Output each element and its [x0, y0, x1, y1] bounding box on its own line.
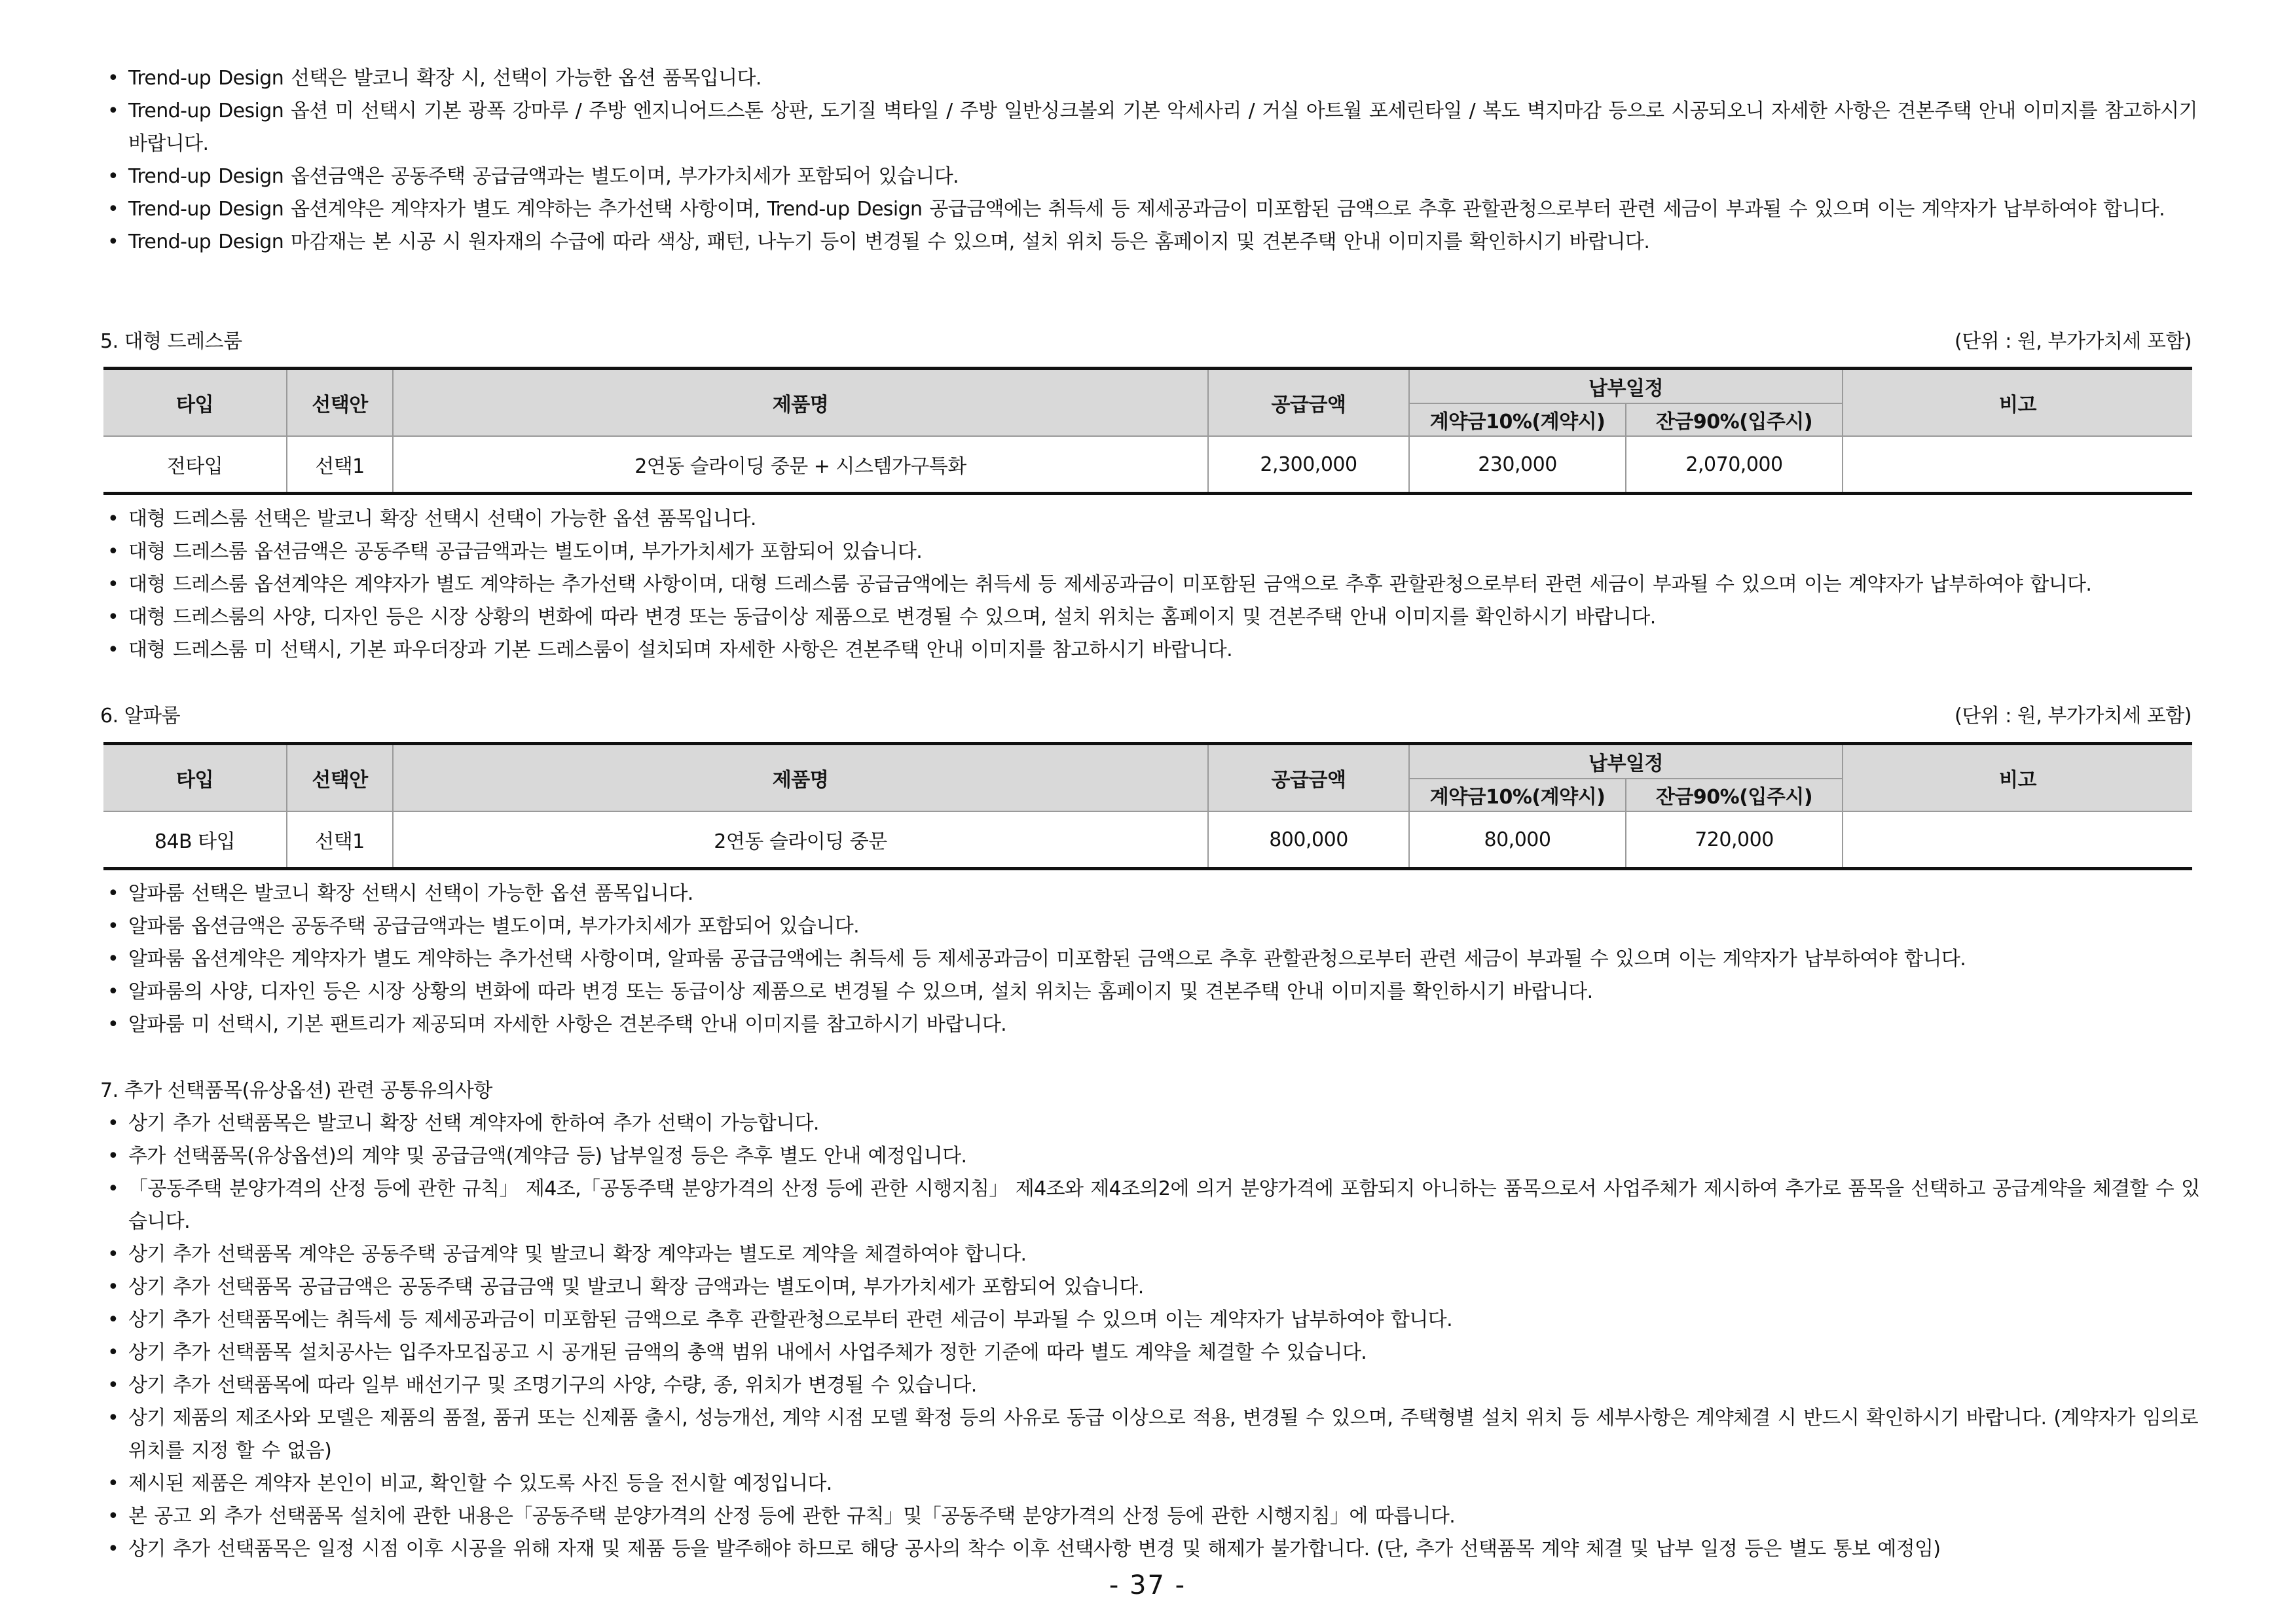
- header-type: 타입: [103, 369, 287, 437]
- section-title: 5. 대형 드레스룸: [100, 330, 242, 353]
- cell-type: 84B 타입: [103, 811, 287, 869]
- header-price: 공급금액: [1208, 369, 1409, 437]
- note-item: • 대형 드레스룸 선택은 발코니 확장 선택시 선택이 가능한 옵션 품목입니다.: [105, 503, 2207, 536]
- header-option: 선택안: [287, 744, 393, 812]
- note-item: • 알파룸 선택은 발코니 확장 선택시 선택이 가능한 옵션 품목입니다.: [105, 877, 2207, 910]
- cell-deposit: 80,000: [1409, 811, 1626, 869]
- note-item: • 알파룸 미 선택시, 기본 팬트리가 제공되며 자세한 사항은 견본주택 안내 이미지를 참고하시기 바랍니다.: [105, 1008, 2207, 1041]
- intro-notes: [105, 62, 2207, 259]
- header-balance: 잔금90%(입주시): [1626, 779, 1843, 811]
- note-item: • Trend-up Design 선택은 발코니 확장 시, 선택이 가능한 옵션 품목입니다.: [105, 62, 2207, 95]
- section6-notes: [105, 877, 2207, 1041]
- header-balance: 잔금90%(입주시): [1626, 403, 1843, 436]
- section-title: 6. 알파룸: [100, 705, 181, 728]
- header-schedule: 납부일정: [1409, 369, 1843, 404]
- note-item: • 「공동주택 분양가격의 산정 등에 관한 규칙」 제4조,「공동주택 분양가격의 산정 등에 관한 시행지침」 제4조와 제4조의2에 의거 분양가격에 포함되지 아니하는 품목으로서 사업주체가 제시하여 추가로 품목을 선택하고 공급계약을 체결할 수 있습니다.: [105, 1173, 2207, 1238]
- section7-notes: [105, 1107, 2207, 1566]
- header-product: 제품명: [393, 369, 1208, 437]
- note-item: • Trend-up Design 마감재는 본 시공 시 원자재의 수급에 따라 색상, 패턴, 나누기 등이 변경될 수 있으며, 설치 위치 등은 홈페이지 및 견본주택 안내 이미지를 확인하시기 바랍니다.: [105, 226, 2207, 259]
- header-price: 공급금액: [1208, 744, 1409, 812]
- note-item: • 상기 제품의 제조사와 모델은 제품의 품절, 품귀 또는 신제품 출시, 성능개선, 계약 시점 모델 확정 등의 사유로 동급 이상으로 적용, 변경될 수 있으며, 주택형별 설치 위치 등 세부사항은 계약체결 시 반드시 확인하시기 바랍니다. (계약자가 임의로 위치를 지정 할 수 없음): [105, 1402, 2207, 1467]
- note-item: • 알파룸 옵션계약은 계약자가 별도 계약하는 추가선택 사항이며, 알파룸 공급금액에는 취득세 등 제세공과금이 미포함된 금액으로 추후 관할관청으로부터 관련 세금이 부과될 수 있으며 이는 계약자가 납부하여야 합니다.: [105, 943, 2207, 976]
- unit-label: (단위 : 원, 부가가치세 포함): [1955, 705, 2192, 728]
- cell-product: 2연동 슬라이딩 중문 + 시스템가구특화: [393, 436, 1208, 494]
- cell-remark: [1843, 436, 2192, 494]
- option-table-alpharoom: [103, 742, 2192, 870]
- note-item: • 대형 드레스룸 옵션계약은 계약자가 별도 계약하는 추가선택 사항이며, 대형 드레스룸 공급금액에는 취득세 등 제세공과금이 미포함된 금액으로 추후 관할관청으로부터 관련 세금이 부과될 수 있으며 이는 계약자가 납부하여야 합니다.: [105, 568, 2207, 601]
- note-item: • 상기 추가 선택품목은 발코니 확장 선택 계약자에 한하여 추가 선택이 가능합니다.: [105, 1107, 2207, 1140]
- cell-price: 2,300,000: [1208, 436, 1409, 494]
- note-item: • Trend-up Design 옵션 미 선택시 기본 광폭 강마루 / 주방 엔지니어드스톤 상판, 도기질 벽타일 / 주방 일반싱크볼외 기본 악세사리 / 거실 아트월 포세린타일 / 복도 벽지마감 등으로 시공되오니 자세한 사항은 견본주택 안내 이미지를 참고하시기 바랍니다.: [105, 95, 2207, 160]
- note-item: • 알파룸 옵션금액은 공동주택 공급금액과는 별도이며, 부가가치세가 포함되어 있습니다.: [105, 910, 2207, 943]
- unit-label: (단위 : 원, 부가가치세 포함): [1955, 330, 2192, 353]
- option-table-dressroom: [103, 367, 2192, 495]
- note-item: • 알파룸의 사양, 디자인 등은 시장 상황의 변화에 따라 변경 또는 동급이상 제품으로 변경될 수 있으며, 설치 위치는 홈페이지 및 견본주택 안내 이미지를 확인하시기 바랍니다.: [105, 976, 2207, 1008]
- header-deposit: 계약금10%(계약시): [1409, 403, 1626, 436]
- note-item: • 본 공고 외 추가 선택품목 설치에 관한 내용은「공동주택 분양가격의 산정 등에 관한 규칙」및「공동주택 분양가격의 산정 등에 관한 시행지침」에 따릅니다.: [105, 1500, 2207, 1533]
- note-item: • 대형 드레스룸의 사양, 디자인 등은 시장 상황의 변화에 따라 변경 또는 동급이상 제품으로 변경될 수 있으며, 설치 위치는 홈페이지 및 견본주택 안내 이미지를 확인하시기 바랍니다.: [105, 601, 2207, 634]
- header-option: 선택안: [287, 369, 393, 437]
- page-number: - 37 -: [1109, 1570, 1186, 1600]
- cell-product: 2연동 슬라이딩 중문: [393, 811, 1208, 869]
- header-deposit: 계약금10%(계약시): [1409, 779, 1626, 811]
- header-schedule: 납부일정: [1409, 744, 1843, 779]
- header-product: 제품명: [393, 744, 1208, 812]
- cell-option: 선택1: [287, 436, 393, 494]
- note-item: • 상기 추가 선택품목에는 취득세 등 제세공과금이 미포함된 금액으로 추후 관할관청으로부터 관련 세금이 부과될 수 있으며 이는 계약자가 납부하여야 합니다.: [105, 1304, 2207, 1337]
- cell-type: 전타입: [103, 436, 287, 494]
- header-remark: 비고: [1843, 369, 2192, 437]
- note-item: • 상기 추가 선택품목 공급금액은 공동주택 공급금액 및 발코니 확장 금액과는 별도이며, 부가가치세가 포함되어 있습니다.: [105, 1271, 2207, 1304]
- note-item: • 상기 추가 선택품목 계약은 공동주택 공급계약 및 발코니 확장 계약과는 별도로 계약을 체결하여야 합니다.: [105, 1238, 2207, 1271]
- cell-remark: [1843, 811, 2192, 869]
- note-item: • Trend-up Design 옵션계약은 계약자가 별도 계약하는 추가선택 사항이며, Trend-up Design 공급금액에는 취득세 등 제세공과금이 미포함된 금액으로 추후 관할관청으로부터 관련 세금이 부과될 수 있으며 이는 계약자가 납부하여야 합니다.: [105, 193, 2207, 226]
- table-row: [103, 436, 2192, 494]
- cell-option: 선택1: [287, 811, 393, 869]
- note-item: • 상기 추가 선택품목은 일정 시점 이후 시공을 위해 자재 및 제품 등을 발주해야 하므로 해당 공사의 착수 이후 선택사항 변경 및 해제가 불가합니다. (단, 추가 선택품목 계약 체결 및 납부 일정 등은 별도 통보 예정임): [105, 1533, 2207, 1566]
- note-item: • 대형 드레스룸 옵션금액은 공동주택 공급금액과는 별도이며, 부가가치세가 포함되어 있습니다.: [105, 536, 2207, 568]
- header-remark: 비고: [1843, 744, 2192, 812]
- cell-balance: 2,070,000: [1626, 436, 1843, 494]
- section-title: 7. 추가 선택품목(유상옵션) 관련 공통유의사항: [100, 1079, 492, 1102]
- cell-balance: 720,000: [1626, 811, 1843, 869]
- note-item: • 상기 추가 선택품목에 따라 일부 배선기구 및 조명기구의 사양, 수량, 종, 위치가 변경될 수 있습니다.: [105, 1369, 2207, 1402]
- section5-notes: [105, 503, 2207, 667]
- note-item: • 추가 선택품목(유상옵션)의 계약 및 공급금액(계약금 등) 납부일정 등은 추후 별도 안내 예정입니다.: [105, 1140, 2207, 1173]
- cell-price: 800,000: [1208, 811, 1409, 869]
- cell-deposit: 230,000: [1409, 436, 1626, 494]
- table-row: [103, 811, 2192, 869]
- header-type: 타입: [103, 744, 287, 812]
- note-item: • 대형 드레스룸 미 선택시, 기본 파우더장과 기본 드레스룸이 설치되며 자세한 사항은 견본주택 안내 이미지를 참고하시기 바랍니다.: [105, 634, 2207, 667]
- note-item: • Trend-up Design 옵션금액은 공동주택 공급금액과는 별도이며, 부가가치세가 포함되어 있습니다.: [105, 160, 2207, 193]
- note-item: • 상기 추가 선택품목 설치공사는 입주자모집공고 시 공개된 금액의 총액 범위 내에서 사업주체가 정한 기준에 따라 별도 계약을 체결할 수 있습니다.: [105, 1337, 2207, 1369]
- note-item: • 제시된 제품은 계약자 본인이 비교, 확인할 수 있도록 사진 등을 전시할 예정입니다.: [105, 1467, 2207, 1500]
